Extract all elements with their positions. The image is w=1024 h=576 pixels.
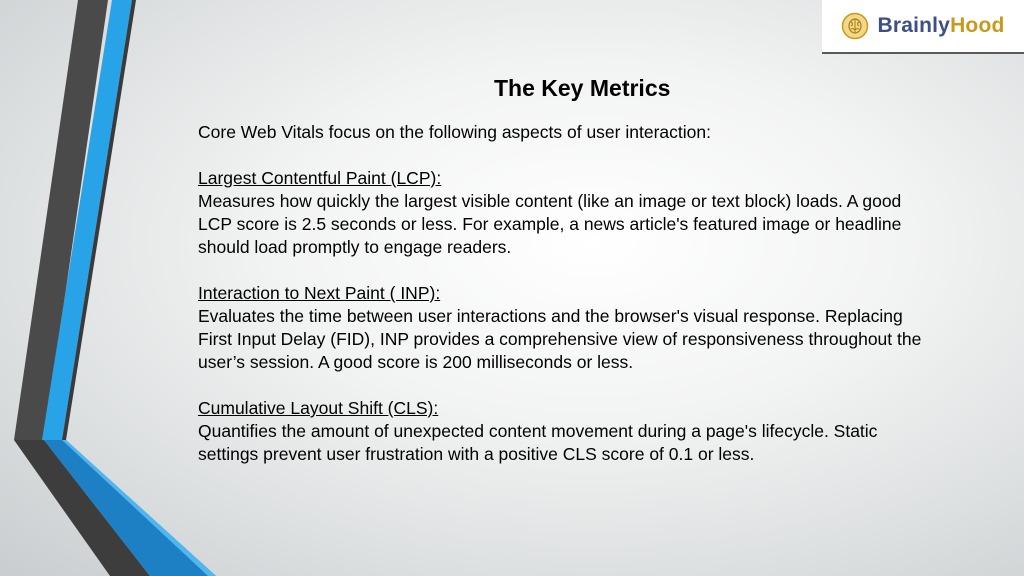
- section-inp: [198, 282, 928, 374]
- intro-text: Core Web Vitals focus on the following aspects of user interaction:: [198, 122, 711, 142]
- brand-name: BrainlyHood: [877, 14, 1005, 37]
- section-title: Largest Contentful Paint (LCP):: [198, 168, 442, 188]
- slide-title: The Key Metrics: [494, 75, 671, 101]
- section-body: Quantifies the amount of unexpected content movement during a page's lifecycle. Static settings prevent user frustration with a positive CLS score of 0.1 or less.: [198, 421, 878, 464]
- section-title: Interaction to Next Paint ( INP):: [198, 283, 441, 303]
- slide-content: [198, 121, 928, 489]
- brain-icon: [841, 12, 869, 40]
- brand-logo: [822, 0, 1024, 54]
- section-title: Cumulative Layout Shift (CLS):: [198, 398, 439, 418]
- section-cls: [198, 397, 928, 466]
- decorative-stripes: [0, 0, 220, 576]
- section-body: Evaluates the time between user interactions and the browser's visual response. Replacing First Input Delay (FID), INP provides a comprehensive view of responsiveness throughout the user’s session. A good score is 200 milliseconds or less.: [198, 306, 922, 372]
- section-lcp: [198, 167, 928, 259]
- section-body: Measures how quickly the largest visible content (like an image or text block) loads. A good LCP score is 2.5 seconds or less. For example, a news article's featured image or headline should load promptly to engage readers.: [198, 191, 902, 257]
